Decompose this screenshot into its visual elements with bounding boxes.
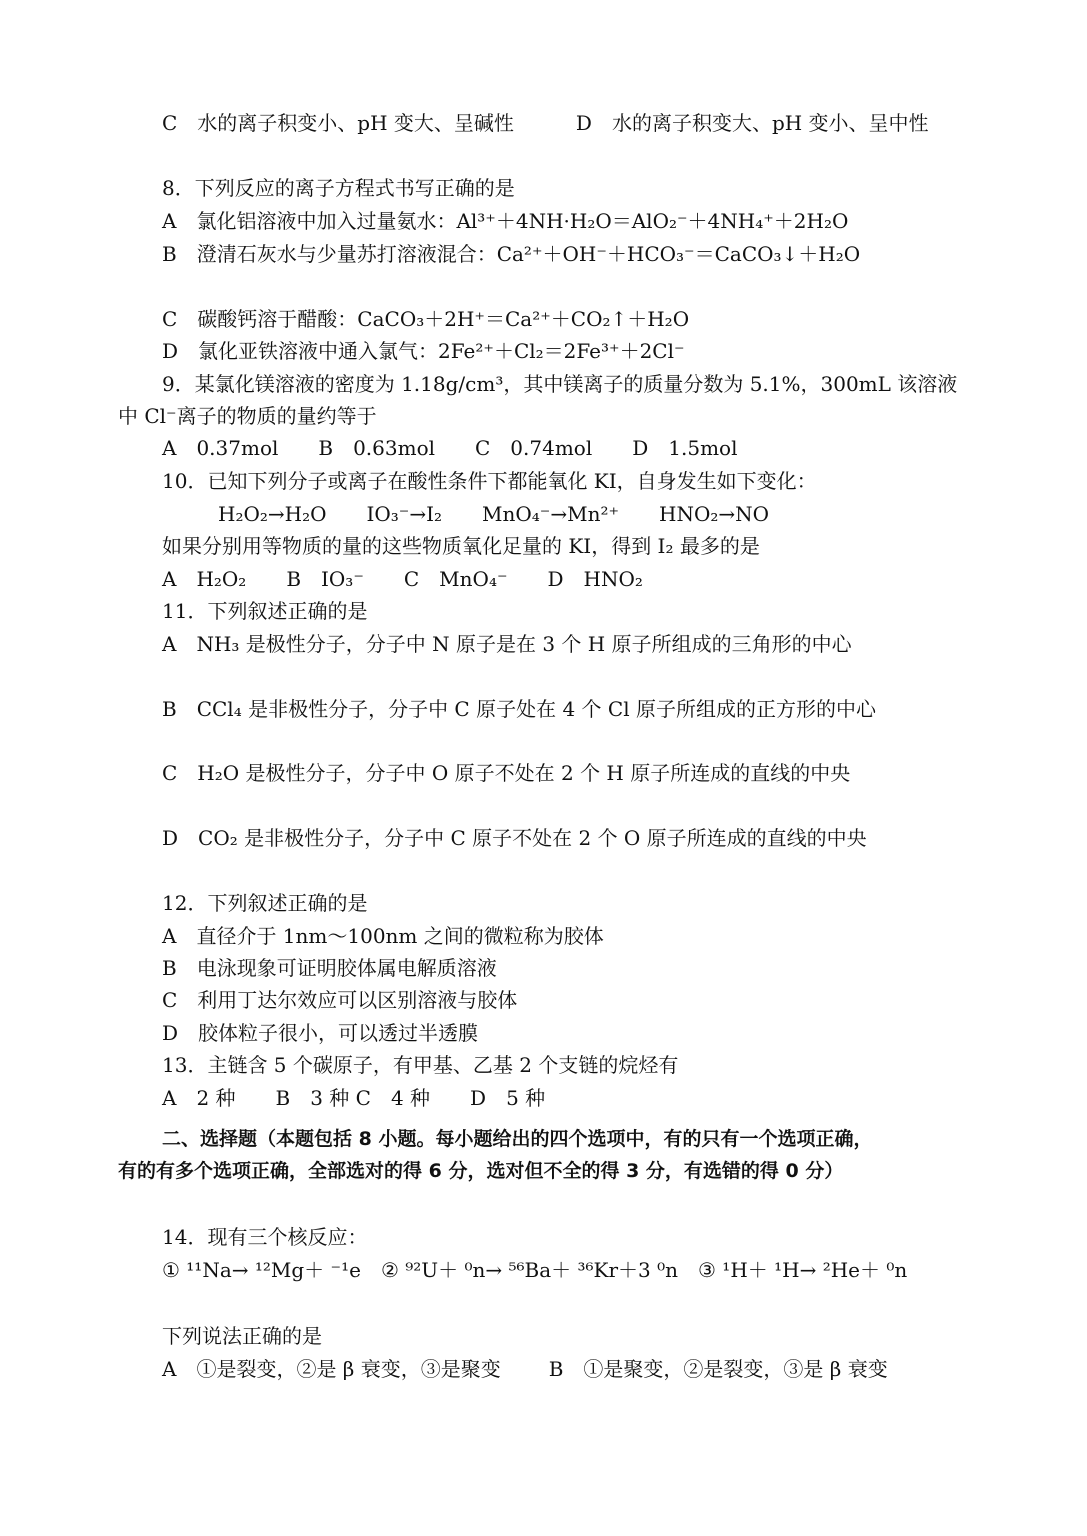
q7-option-c: C 水的离子积变小、pH 变大、呈碱性 xyxy=(162,111,514,135)
q10-stem: 10．已知下列分子或离子在酸性条件下都能氧化 KI，自身发生如下变化： xyxy=(162,469,817,493)
section-2-heading-line1: 二、选择题（本题包括 8 小题。每小题给出的四个选项中，有的只有一个选项正确， xyxy=(162,1128,873,1150)
q14-option-b: B ①是聚变，②是裂变，③是 β 衰变 xyxy=(548,1357,888,1381)
q9-options: A 0.37mol B 0.63mol C 0.74mol D 1.5mol xyxy=(162,436,738,460)
q11-stem: 11．下列叙述正确的是 xyxy=(162,599,368,623)
q7-option-d: D 水的离子积变大、pH 变小、呈中性 xyxy=(575,111,929,135)
q14-question: 下列说法正确的是 xyxy=(162,1324,322,1348)
q11-option-c: C H₂O 是极性分子，分子中 O 原子不处在 2 个 H 原子所连成的直线的中央 xyxy=(162,761,851,785)
q8-option-a: A 氯化铝溶液中加入过量氨水：Al³⁺＋4NH·H₂O＝AlO₂⁻＋4NH₄⁺＋2H₂O xyxy=(162,209,849,233)
q10-options: A H₂O₂ B IO₃⁻ C MnO₄⁻ D HNO₂ xyxy=(162,567,643,591)
q12-option-d: D 胶体粒子很小，可以透过半透膜 xyxy=(162,1021,479,1045)
q11-option-d: D CO₂ 是非极性分子，分子中 C 原子不处在 2 个 O 原子所连成的直线的中央 xyxy=(162,826,867,850)
q13-options: A 2 种 B 3 种 C 4 种 D 5 种 xyxy=(162,1086,546,1110)
q12-option-b: B 电泳现象可证明胶体属电解质溶液 xyxy=(162,956,497,980)
section-2-heading-line2: 有的有多个选项正确，全部选对的得 6 分，选对但不全的得 3 分，有选错的得 0 分） xyxy=(118,1160,844,1182)
q14-reactions: ① ¹¹Na→ ¹²Mg＋ ⁻¹e ② ⁹²U＋ ⁰n→ ⁵⁶Ba＋ ³⁶Kr＋3 ⁰n ③ ¹H＋ ¹H→ ²He＋ ⁰n xyxy=(162,1258,908,1282)
q13-stem: 13．主链含 5 个碳原子，有甲基、乙基 2 个支链的烷烃有 xyxy=(162,1053,679,1077)
q11-option-a: A NH₃ 是极性分子，分子中 N 原子是在 3 个 H 原子所组成的三角形的中心 xyxy=(162,632,852,656)
q12-option-a: A 直径介于 1nm～100nm 之间的微粒称为胶体 xyxy=(162,924,604,948)
q8-stem: 8．下列反应的离子方程式书写正确的是 xyxy=(162,176,515,200)
q8-option-c: C 碳酸钙溶于醋酸：CaCO₃＋2H⁺＝Ca²⁺＋CO₂↑＋H₂O xyxy=(162,307,690,331)
q11-option-b: B CCl₄ 是非极性分子，分子中 C 原子处在 4 个 Cl 原子所组成的正方形的中心 xyxy=(162,697,876,721)
q14-option-a: A ①是裂变，②是 β 衰变，③是聚变 xyxy=(162,1357,501,1381)
q8-option-d: D 氯化亚铁溶液中通入氯气：2Fe²⁺＋Cl₂＝2Fe³⁺＋2Cl⁻ xyxy=(162,339,685,363)
q7-options-cd xyxy=(162,113,929,133)
q9-stem-line2: 中 Cl⁻离子的物质的量约等于 xyxy=(118,404,377,428)
q14-options-ab xyxy=(162,1359,888,1379)
q8-option-b: B 澄清石灰水与少量苏打溶液混合：Ca²⁺＋OH⁻＋HCO₃⁻＝CaCO₃↓＋H₂O xyxy=(162,242,861,266)
q10-reactions: H₂O₂→H₂O IO₃⁻→I₂ MnO₄⁻→Mn²⁺ HNO₂→NO xyxy=(218,502,770,526)
q12-option-c: C 利用丁达尔效应可以区别溶液与胶体 xyxy=(162,988,518,1012)
q12-stem: 12．下列叙述正确的是 xyxy=(162,891,368,915)
q10-question: 如果分别用等物质的量的这些物质氧化足量的 KI，得到 I₂ 最多的是 xyxy=(162,534,760,558)
q9-stem-line1: 9．某氯化镁溶液的密度为 1.18g/cm³，其中镁离子的质量分数为 5.1%，300mL 该溶液 xyxy=(162,372,958,396)
q14-stem: 14．现有三个核反应： xyxy=(162,1225,368,1249)
